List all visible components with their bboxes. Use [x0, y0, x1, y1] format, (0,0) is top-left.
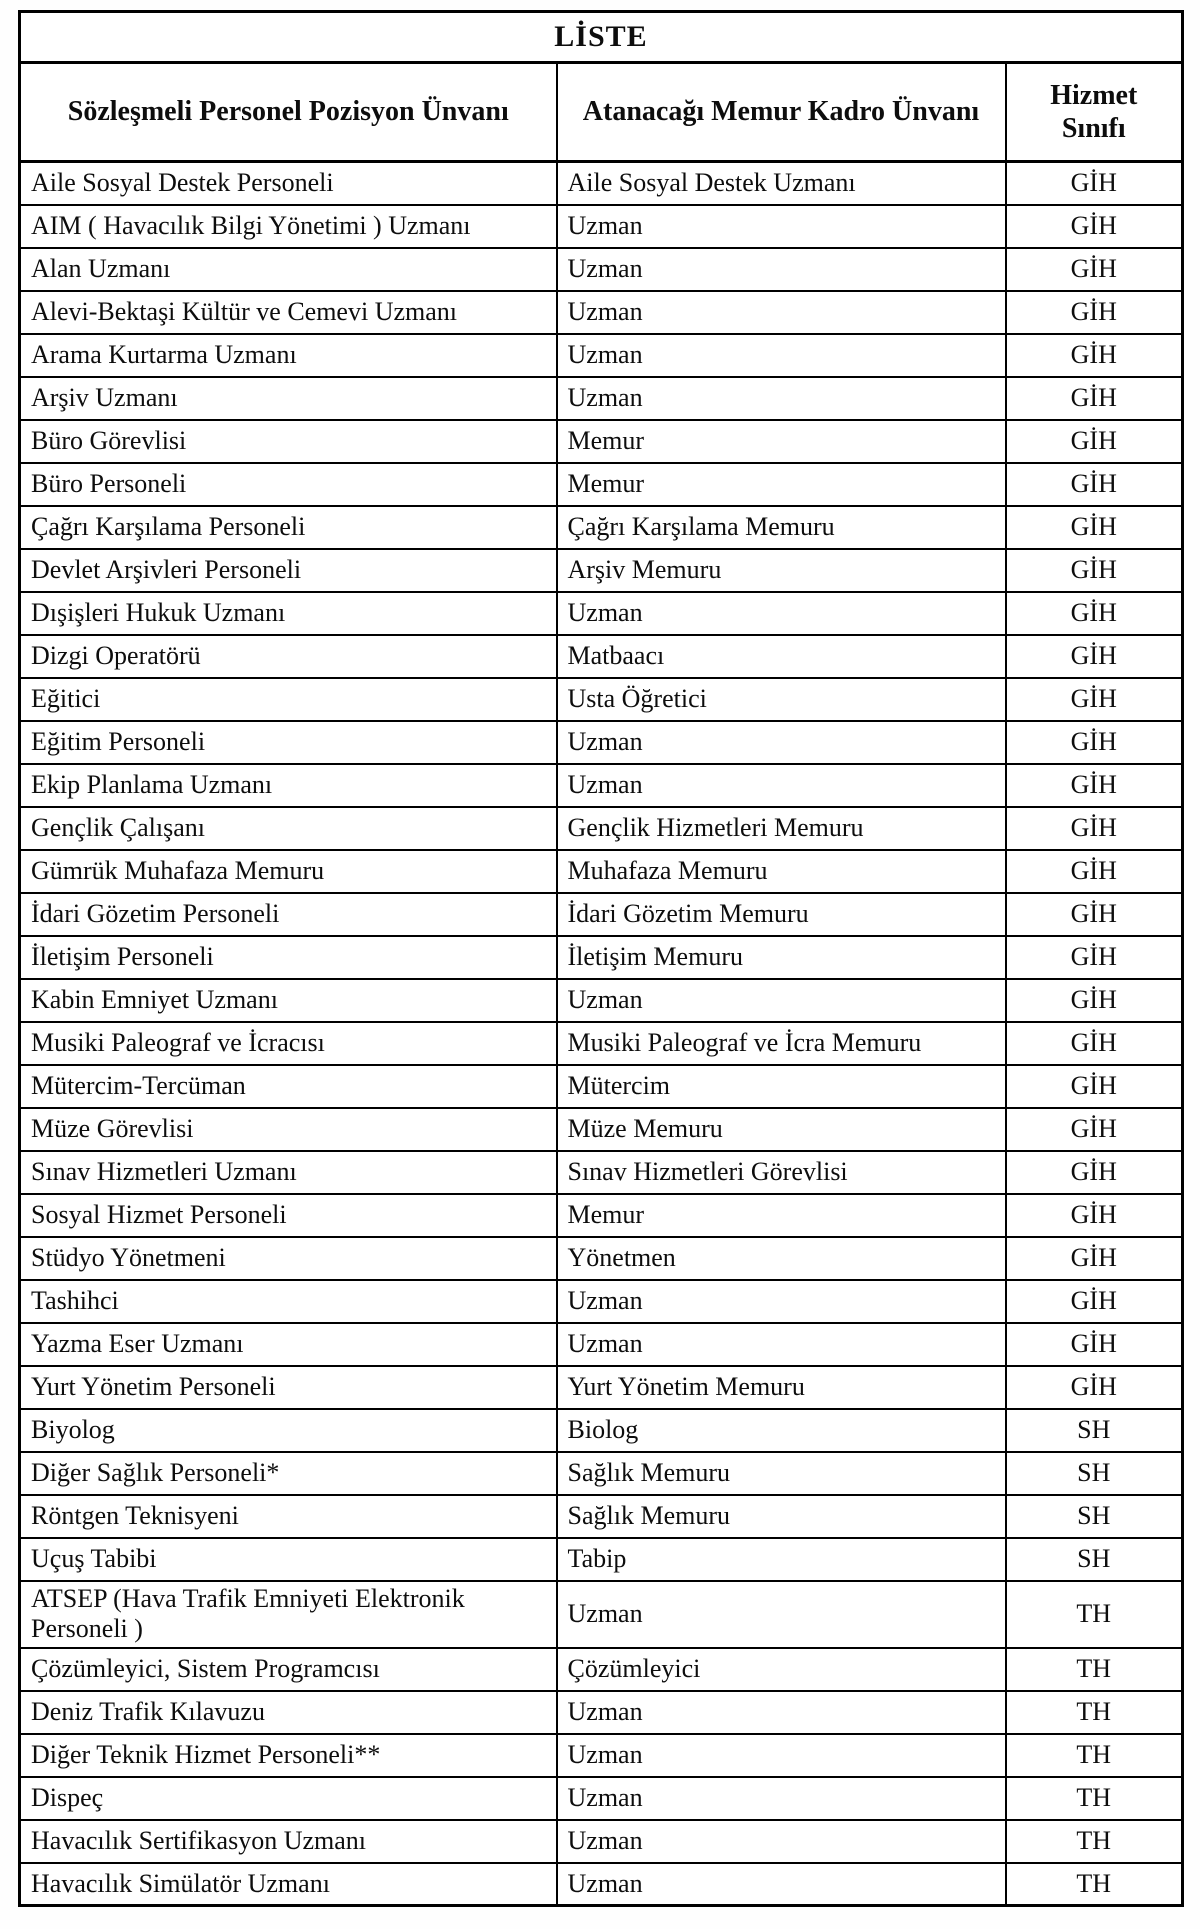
table-row — [20, 1648, 1183, 1691]
cell-pozisyon: Yurt Yönetim Personeli — [20, 1366, 557, 1409]
table-row — [20, 678, 1183, 721]
cell-kadro: Uzman — [557, 1581, 1006, 1648]
cell-pozisyon: Çözümleyici, Sistem Programcısı — [20, 1648, 557, 1691]
column-header-kadro: Atanacağı Memur Kadro Ünvanı — [557, 63, 1006, 162]
table-row — [20, 1495, 1183, 1538]
table-row — [20, 162, 1183, 205]
cell-kadro: Aile Sosyal Destek Uzmanı — [557, 162, 1006, 205]
cell-pozisyon: Eğitim Personeli — [20, 721, 557, 764]
table-row — [20, 377, 1183, 420]
cell-kadro: Uzman — [557, 1820, 1006, 1863]
cell-sinif: GİH — [1006, 721, 1183, 764]
table-row — [20, 1734, 1183, 1777]
table-row — [20, 334, 1183, 377]
liste-table — [18, 10, 1184, 1907]
cell-sinif: GİH — [1006, 377, 1183, 420]
cell-kadro: Uzman — [557, 592, 1006, 635]
table-row — [20, 1065, 1183, 1108]
cell-kadro: Uzman — [557, 377, 1006, 420]
cell-pozisyon: Gençlik Çalışanı — [20, 807, 557, 850]
cell-kadro: Biolog — [557, 1409, 1006, 1452]
cell-pozisyon: Sınav Hizmetleri Uzmanı — [20, 1151, 557, 1194]
table-row — [20, 1194, 1183, 1237]
table-header-row — [20, 63, 1183, 162]
cell-pozisyon: Diğer Sağlık Personeli* — [20, 1452, 557, 1495]
cell-sinif: TH — [1006, 1734, 1183, 1777]
cell-kadro: Uzman — [557, 205, 1006, 248]
cell-kadro: Çözümleyici — [557, 1648, 1006, 1691]
cell-sinif: GİH — [1006, 764, 1183, 807]
table-row — [20, 850, 1183, 893]
cell-pozisyon: Alan Uzmanı — [20, 248, 557, 291]
cell-pozisyon: Büro Personeli — [20, 463, 557, 506]
cell-pozisyon: İletişim Personeli — [20, 936, 557, 979]
table-row — [20, 1581, 1183, 1648]
cell-pozisyon: Devlet Arşivleri Personeli — [20, 549, 557, 592]
cell-kadro: Memur — [557, 1194, 1006, 1237]
cell-kadro: Arşiv Memuru — [557, 549, 1006, 592]
cell-sinif: GİH — [1006, 807, 1183, 850]
table-row — [20, 1691, 1183, 1734]
cell-sinif: SH — [1006, 1538, 1183, 1581]
cell-kadro: Uzman — [557, 1734, 1006, 1777]
cell-pozisyon: Çağrı Karşılama Personeli — [20, 506, 557, 549]
cell-pozisyon: Stüdyo Yönetmeni — [20, 1237, 557, 1280]
cell-kadro: Mütercim — [557, 1065, 1006, 1108]
cell-pozisyon: ATSEP (Hava Trafik Emniyeti Elektronik Personeli ) — [20, 1581, 557, 1648]
cell-sinif: TH — [1006, 1777, 1183, 1820]
cell-pozisyon: Ekip Planlama Uzmanı — [20, 764, 557, 807]
table-row — [20, 463, 1183, 506]
cell-pozisyon: Aile Sosyal Destek Personeli — [20, 162, 557, 205]
cell-sinif: GİH — [1006, 1237, 1183, 1280]
cell-sinif: GİH — [1006, 506, 1183, 549]
cell-sinif: GİH — [1006, 463, 1183, 506]
table-row — [20, 592, 1183, 635]
cell-kadro: Çağrı Karşılama Memuru — [557, 506, 1006, 549]
cell-sinif: SH — [1006, 1495, 1183, 1538]
table-row — [20, 1280, 1183, 1323]
cell-pozisyon: Sosyal Hizmet Personeli — [20, 1194, 557, 1237]
cell-kadro: Tabip — [557, 1538, 1006, 1581]
cell-pozisyon: AIM ( Havacılık Bilgi Yönetimi ) Uzmanı — [20, 205, 557, 248]
cell-kadro: Uzman — [557, 979, 1006, 1022]
cell-kadro: Uzman — [557, 764, 1006, 807]
table-row — [20, 1108, 1183, 1151]
cell-sinif: SH — [1006, 1452, 1183, 1495]
cell-kadro: Musiki Paleograf ve İcra Memuru — [557, 1022, 1006, 1065]
table-row — [20, 549, 1183, 592]
cell-pozisyon: Dizgi Operatörü — [20, 635, 557, 678]
cell-kadro: Uzman — [557, 1280, 1006, 1323]
table-row — [20, 506, 1183, 549]
cell-sinif: TH — [1006, 1581, 1183, 1648]
cell-kadro: Memur — [557, 420, 1006, 463]
cell-sinif: TH — [1006, 1648, 1183, 1691]
cell-sinif: GİH — [1006, 549, 1183, 592]
cell-sinif: GİH — [1006, 893, 1183, 936]
cell-pozisyon: İdari Gözetim Personeli — [20, 893, 557, 936]
cell-sinif: TH — [1006, 1691, 1183, 1734]
cell-sinif: GİH — [1006, 1366, 1183, 1409]
cell-sinif: GİH — [1006, 334, 1183, 377]
table-row — [20, 1777, 1183, 1820]
cell-sinif: GİH — [1006, 635, 1183, 678]
cell-kadro: Uzman — [557, 1691, 1006, 1734]
cell-pozisyon: Arama Kurtarma Uzmanı — [20, 334, 557, 377]
cell-pozisyon: Biyolog — [20, 1409, 557, 1452]
table-row — [20, 936, 1183, 979]
table-row — [20, 1323, 1183, 1366]
table-row — [20, 979, 1183, 1022]
cell-pozisyon: Tashihci — [20, 1280, 557, 1323]
table-row — [20, 635, 1183, 678]
table-row — [20, 1237, 1183, 1280]
cell-pozisyon: Havacılık Simülatör Uzmanı — [20, 1863, 557, 1906]
cell-kadro: İletişim Memuru — [557, 936, 1006, 979]
cell-sinif: GİH — [1006, 850, 1183, 893]
column-header-pozisyon: Sözleşmeli Personel Pozisyon Ünvanı — [20, 63, 557, 162]
table-row — [20, 1538, 1183, 1581]
cell-kadro: Uzman — [557, 291, 1006, 334]
cell-kadro: Matbaacı — [557, 635, 1006, 678]
table-row — [20, 248, 1183, 291]
cell-kadro: Uzman — [557, 1777, 1006, 1820]
cell-sinif: GİH — [1006, 291, 1183, 334]
cell-kadro: Uzman — [557, 334, 1006, 377]
cell-sinif: GİH — [1006, 1151, 1183, 1194]
cell-kadro: Memur — [557, 463, 1006, 506]
cell-pozisyon: Dispeç — [20, 1777, 557, 1820]
cell-kadro: Uzman — [557, 248, 1006, 291]
table-row — [20, 291, 1183, 334]
cell-pozisyon: Alevi-Bektaşi Kültür ve Cemevi Uzmanı — [20, 291, 557, 334]
table-row — [20, 1366, 1183, 1409]
cell-pozisyon: Musiki Paleograf ve İcracısı — [20, 1022, 557, 1065]
cell-kadro: Yönetmen — [557, 1237, 1006, 1280]
cell-kadro: İdari Gözetim Memuru — [557, 893, 1006, 936]
cell-sinif: GİH — [1006, 205, 1183, 248]
table-row — [20, 1151, 1183, 1194]
table-row — [20, 1863, 1183, 1906]
cell-pozisyon: Dışişleri Hukuk Uzmanı — [20, 592, 557, 635]
table-row — [20, 721, 1183, 764]
table-body — [20, 162, 1183, 1906]
table-row — [20, 893, 1183, 936]
table-row — [20, 1022, 1183, 1065]
cell-pozisyon: Eğitici — [20, 678, 557, 721]
table-row — [20, 205, 1183, 248]
cell-kadro: Sağlık Memuru — [557, 1452, 1006, 1495]
cell-sinif: GİH — [1006, 1194, 1183, 1237]
table-row — [20, 1452, 1183, 1495]
cell-pozisyon: Kabin Emniyet Uzmanı — [20, 979, 557, 1022]
table-row — [20, 764, 1183, 807]
table-title: LİSTE — [20, 12, 1183, 63]
table-row — [20, 807, 1183, 850]
cell-kadro: Gençlik Hizmetleri Memuru — [557, 807, 1006, 850]
cell-sinif: GİH — [1006, 936, 1183, 979]
cell-sinif: TH — [1006, 1863, 1183, 1906]
cell-sinif: GİH — [1006, 1323, 1183, 1366]
cell-kadro: Yurt Yönetim Memuru — [557, 1366, 1006, 1409]
cell-kadro: Sağlık Memuru — [557, 1495, 1006, 1538]
cell-pozisyon: Arşiv Uzmanı — [20, 377, 557, 420]
cell-sinif: GİH — [1006, 248, 1183, 291]
cell-sinif: TH — [1006, 1820, 1183, 1863]
cell-pozisyon: Röntgen Teknisyeni — [20, 1495, 557, 1538]
cell-pozisyon: Mütercim-Tercüman — [20, 1065, 557, 1108]
cell-sinif: GİH — [1006, 1108, 1183, 1151]
table-title-row — [20, 12, 1183, 63]
cell-pozisyon: Büro Görevlisi — [20, 420, 557, 463]
cell-sinif: GİH — [1006, 1280, 1183, 1323]
cell-pozisyon: Gümrük Muhafaza Memuru — [20, 850, 557, 893]
cell-sinif: GİH — [1006, 162, 1183, 205]
cell-pozisyon: Müze Görevlisi — [20, 1108, 557, 1151]
cell-kadro: Müze Memuru — [557, 1108, 1006, 1151]
cell-sinif: GİH — [1006, 592, 1183, 635]
cell-pozisyon: Diğer Teknik Hizmet Personeli** — [20, 1734, 557, 1777]
column-header-sinif: Hizmet Sınıfı — [1006, 63, 1183, 162]
table-row — [20, 1409, 1183, 1452]
cell-kadro: Uzman — [557, 1863, 1006, 1906]
cell-pozisyon: Uçuş Tabibi — [20, 1538, 557, 1581]
cell-kadro: Muhafaza Memuru — [557, 850, 1006, 893]
cell-sinif: GİH — [1006, 1022, 1183, 1065]
cell-sinif: GİH — [1006, 979, 1183, 1022]
table-row — [20, 420, 1183, 463]
cell-kadro: Uzman — [557, 1323, 1006, 1366]
cell-sinif: GİH — [1006, 420, 1183, 463]
cell-kadro: Sınav Hizmetleri Görevlisi — [557, 1151, 1006, 1194]
table-row — [20, 1820, 1183, 1863]
cell-kadro: Usta Öğretici — [557, 678, 1006, 721]
cell-sinif: SH — [1006, 1409, 1183, 1452]
cell-sinif: GİH — [1006, 1065, 1183, 1108]
cell-pozisyon: Deniz Trafik Kılavuzu — [20, 1691, 557, 1734]
cell-kadro: Uzman — [557, 721, 1006, 764]
cell-sinif: GİH — [1006, 678, 1183, 721]
cell-pozisyon: Yazma Eser Uzmanı — [20, 1323, 557, 1366]
cell-pozisyon: Havacılık Sertifikasyon Uzmanı — [20, 1820, 557, 1863]
